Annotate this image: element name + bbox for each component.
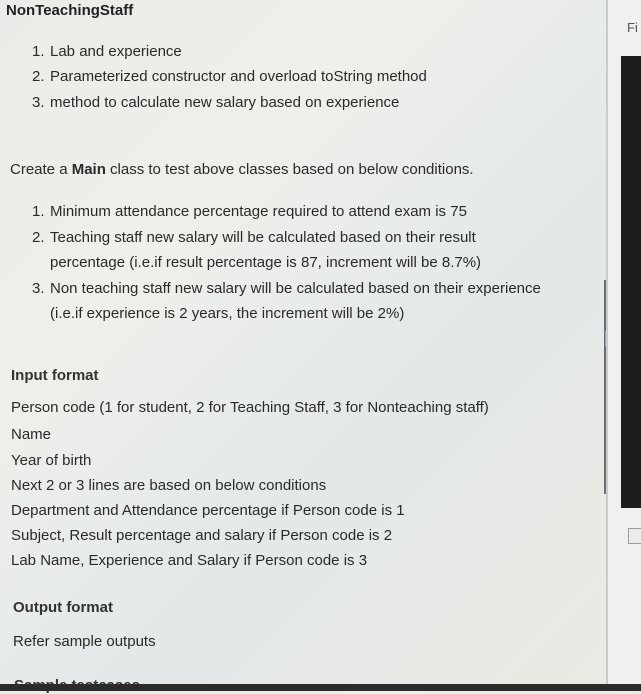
main-keyword: Main (71, 161, 106, 178)
input-line: Lab Name, Experience and Salary if Person code is 3 (11, 552, 368, 569)
input-line: Department and Attendance percentage if Person code is 1 (11, 502, 405, 519)
list-text: (i.e.if experience is 2 years, the increment will be 2%) (50, 305, 405, 322)
input-line: Person code (1 for student, 2 for Teaching Staff, 3 for Nonteaching staff) (11, 399, 489, 416)
list-text: Parameterized constructor and overload toString method (50, 68, 427, 85)
create-main-paragraph (10, 161, 474, 178)
input-format-heading: Input format (11, 367, 99, 384)
list-number: 3. (32, 94, 45, 111)
bottom-bezel (0, 684, 641, 691)
input-line: Name (11, 426, 52, 443)
list-text: percentage (i.e.if result percentage is 87, increment will be 8.7%) (50, 254, 482, 271)
list-number: 1. (32, 43, 45, 60)
input-line: Year of birth (11, 452, 92, 469)
list-text: method to calculate new salary based on experience (50, 94, 400, 111)
editor-panel[interactable] (621, 56, 641, 508)
para-text: class to test above classes based on below conditions. (105, 161, 474, 178)
list-number: 1. (32, 203, 45, 220)
para-text: Create a (10, 161, 72, 178)
list-number: 2. (32, 68, 45, 85)
list-text: Lab and experience (50, 43, 182, 60)
list-text: Non teaching staff new salary will be calculated based on their experience (50, 280, 541, 297)
output-text: Refer sample outputs (13, 633, 156, 650)
list-text: Minimum attendance percentage required to attend exam is 75 (50, 203, 467, 220)
class-heading: NonTeachingStaff (6, 2, 134, 19)
input-line: Next 2 or 3 lines are based on below conditions (11, 477, 327, 494)
list-number: 2. (32, 229, 45, 246)
list-number: 3. (32, 280, 45, 297)
output-format-heading: Output format (13, 599, 113, 616)
list-text: Teaching staff new salary will be calculated based on their result (50, 229, 476, 246)
right-panel-label[interactable]: Fi (627, 20, 638, 35)
checkbox[interactable] (628, 528, 641, 544)
input-line: Subject, Result percentage and salary if Person code is 2 (11, 527, 393, 544)
